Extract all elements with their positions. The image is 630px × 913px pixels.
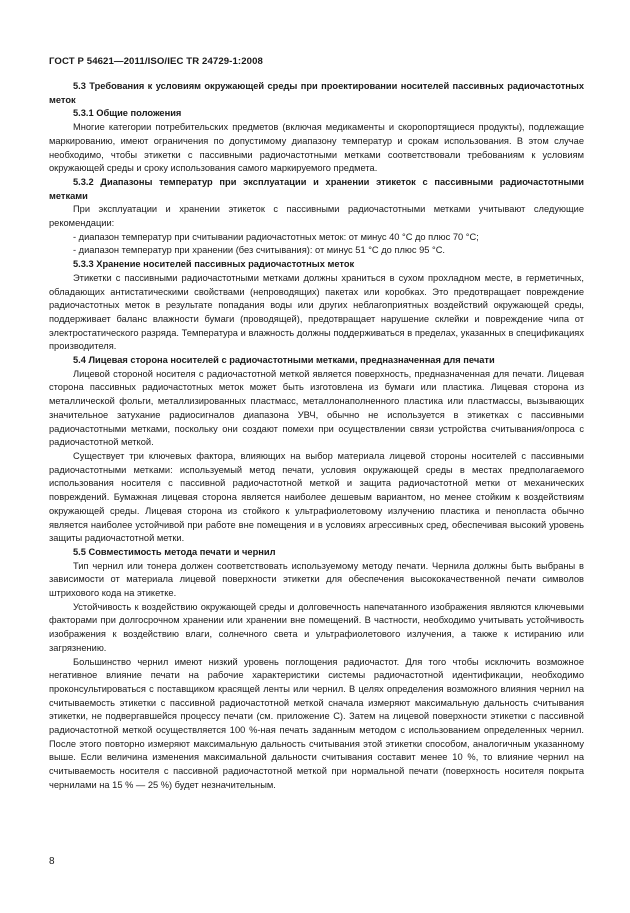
paragraph: Многие категории потребительских предметов (включая медикаменты и скоропортящиеся продукты), подлежащие маркированию, имеют ограничения по допустимому диапазону температур и срокам использования. В этом случае необходимо, чтобы этикетки с пассивными радиочастотными метками соответствовали требованиям к условиям окружающей среды и сроку использования самого маркируемого предмета. bbox=[49, 122, 584, 174]
heading-5-5: 5.5 Совместимость метода печати и чернил bbox=[73, 546, 276, 557]
paragraph: Лицевой стороной носителя с радиочастотной меткой является поверхность, предназначенная для печати. Лицевая сторона пассивных радиочастотных меток может быть изготовлена из бумаги или пластика. Лицевая сторона из металлической фольги, металлизированных пластмасс, металлонаполненного пластика или пластмассы, вызывающих значительное затухание радиосигналов диапазона УВЧ, обычно не используется в этикетках с пассивными радиочастотными метками, поскольку они создают помехи при осуществлении связи устройства считывания/опроса с радиочастотной меткой. bbox=[49, 368, 584, 448]
paragraph: Тип чернил или тонера должен соответствовать используемому методу печати. Чернила должны быть выбраны в зависимости от материала лицевой поверхности этикетки для обеспечения высококачественной печати символов штрихового кода на этикетке. bbox=[49, 560, 584, 599]
paragraph: Этикетки с пассивными радиочастотными метками должны храниться в сухом прохладном месте, в герметичных, обладающих антистатическими свойствами (непроводящих) пакетах или коробках. Это предотвращает повреждение радиочастотных меток в результате попадания воды или других неблагоприятных воздействий окружающей среды, поддерживает баланс влажности бумаги (проводящей), предотвращает нарушение склейки и повреждение чипа от электростатического разряда. Температура и влажность должны поддерживаться в пределах, указанных в спецификациях производителя. bbox=[49, 272, 584, 352]
heading-5-4: 5.4 Лицевая сторона носителей с радиочастотными метками, предназначенная для печати bbox=[73, 355, 495, 366]
paragraph: Существует три ключевых фактора, влияющих на выбор материала лицевой стороны носителей с пассивными радиочастотными метками: используемый метод печати, условия окружающей среды в местах предполагаемого использования носителя с пассивной радиочастотной меткой и защита радиочастотной метки от механических повреждений. Бумажная лицевая сторона является наиболее дешевым вариантом, но менее стойким к воздействиям окружающей среды. Лицевая сторона из стойкого к ультрафиолетовому излучению пластика и пенопласта обычно является наиболее устойчивой при работе вне помещения и в условиях агрессивных сред, обеспечивая высокий уровень защиты радиочастотной метки. bbox=[49, 450, 584, 544]
heading-5-3-3: 5.3.3 Хранение носителей пассивных радиочастотных меток bbox=[73, 259, 355, 270]
page-number: 8 bbox=[49, 856, 55, 867]
paragraph: Большинство чернил имеют низкий уровень поглощения радиочастот. Для того чтобы исключить возможное негативное влияние печати на рабочие характеристики системы радиочастотной идентификации, необходимо проконсультироваться с поставщиком красящей ленты или чернил. В целях определения возможного влияния чернил на считываемость этикетки с пассивной радиочастотной меткой сначала измеряют максимальную дальность считывания этикетки, не подвергавшейся процессу печати (см. приложение С). Затем на лицевой поверхности этикетки с пассивной радиочастотной меткой осуществляется 100 %-ная печать заданным методом с использованием определенных чернил. После этого повторно измеряют максимальную дальность считывания этой этикетки способом, аналогичным указанному выше. Если величина изменения максимальной дальности считывания составит менее 10 %, то влияние чернил на считываемость носителя с пассивной радиочастотной меткой при нормальной печати (поверхность носителя покрыта чернилами на 15 % — 25 %) будет незначительным. bbox=[49, 656, 584, 790]
list-item: - диапазон температур при хранении (без считывания): от минус 51 °С до плюс 95 °С. bbox=[73, 245, 446, 256]
heading-5-3: 5.3 Требования к условиям окружающей среды при проектировании носителей пассивных радиочастотных меток bbox=[49, 81, 584, 105]
document-header: ГОСТ Р 54621—2011/ISO/IEC TR 24729-1:2008 bbox=[49, 56, 263, 67]
paragraph: Устойчивость к воздействию окружающей среды и долговечность напечатанного изображения являются ключевыми факторами при долгосрочном хранении или хранении вне помещений. В частности, необходимо учитывать устойчивость изображения к воздействию влаги, солнечного света и ультрафиолетового излучения, а также к истиранию или загрязнению. bbox=[49, 601, 584, 653]
heading-5-3-2: 5.3.2 Диапазоны температур при эксплуатации и хранении этикеток с пассивными радиочастотными метками bbox=[49, 176, 584, 201]
document-body bbox=[49, 80, 584, 793]
paragraph: При эксплуатации и хранении этикеток с пассивными радиочастотными метками учитывают следующие рекомендации: bbox=[49, 204, 584, 229]
heading-5-3-1: 5.3.1 Общие положения bbox=[73, 108, 182, 119]
list-item: - диапазон температур при считывании радиочастотных меток: от минус 40 °С до плюс 70 °С; bbox=[73, 231, 479, 242]
